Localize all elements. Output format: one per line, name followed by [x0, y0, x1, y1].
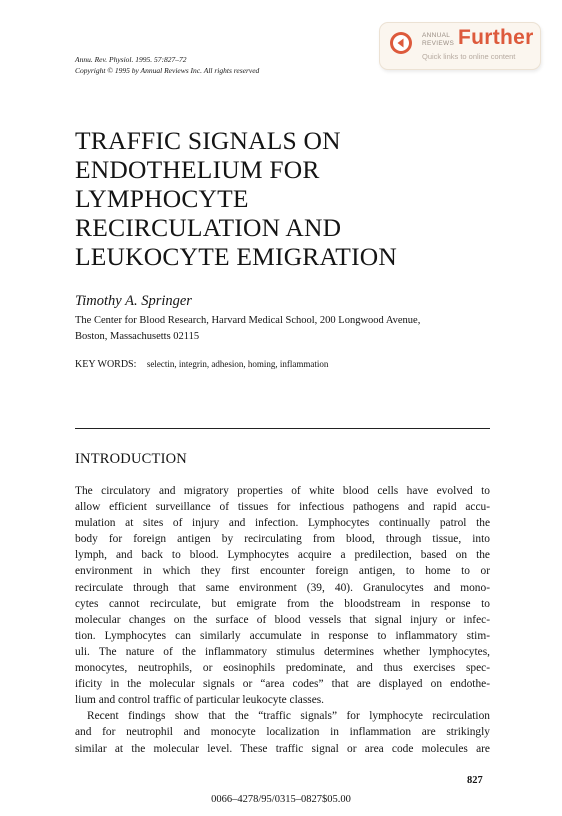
page-number: 827	[467, 775, 483, 786]
journal-citation	[75, 54, 259, 76]
body-line: The circulatory and migratory properties of white blood cells have evolved to	[75, 485, 490, 497]
body-line: and for neutrophil and monocyte localization in inflammation are strikingly	[75, 726, 490, 739]
body-line: mulation at sites of injury and infection. Lymphocytes continually patrol the	[75, 517, 490, 530]
body-line: environment in which they first encounter foreign antigen, to home to or	[75, 565, 490, 578]
badge-org-name: ANNUAL REVIEWS	[422, 32, 455, 47]
body-line: recirculate through that same environment (39, 40). Granulocytes and mono-	[75, 581, 490, 594]
body-line: lium and control traffic of particular leukocyte classes.	[75, 694, 325, 707]
horizontal-rule	[75, 428, 490, 429]
copyright-line: Copyright © 1995 by Annual Reviews Inc. All rights reserved	[75, 66, 260, 75]
body-line: molecular changes on the surface of blood vessels that signal injury or infec-	[75, 613, 490, 626]
title-line: LYMPHOCYTE	[75, 184, 249, 213]
body-line: similar at the molecular level. These traffic signal or area code molecules are	[75, 742, 490, 755]
affiliation-line: The Center for Blood Research, Harvard Medical School, 200 Longwood Avenue,	[75, 315, 421, 326]
badge-subtitle: Quick links to online content	[422, 52, 516, 61]
affiliation-line: Boston, Massachusetts 02115	[75, 331, 200, 342]
article-title	[75, 126, 495, 271]
title-line: LEUKOCYTE EMIGRATION	[75, 242, 398, 271]
body-line: ificity in the molecular signals or “area codes” that are displayed on endothe-	[75, 678, 490, 691]
title-line: ENDOTHELIUM FOR	[75, 155, 320, 184]
body-line: body for foreign antigen by recirculating from blood, through tissue, into	[75, 533, 490, 546]
footer-code: 0066–4278/95/0315–0827$05.00	[211, 794, 351, 805]
body-line: allow efficient surveillance of tissues for infectious pathogens and rapid accu-	[75, 501, 490, 514]
title-line: TRAFFIC SIGNALS ON	[75, 126, 341, 155]
body-text	[75, 483, 490, 757]
section-heading: INTRODUCTION	[75, 451, 187, 467]
author-affiliation	[75, 313, 495, 345]
keywords	[75, 359, 328, 370]
author-name: Timothy A. Springer	[75, 293, 192, 309]
annual-reviews-further-badge[interactable]	[379, 22, 541, 70]
body-line: Recent findings show that the “traffic signals” for lymphocyte recirculation	[87, 710, 490, 723]
body-line: lymph, and back to blood. Lymphocytes acquire a predilection, based on the	[75, 549, 490, 562]
body-line: cytes cannot recirculate, but emigrate from the bloodstream in response to	[75, 597, 490, 610]
play-arrow-icon	[389, 31, 413, 55]
citation-line: Annu. Rev. Physiol. 1995. 57:827–72	[75, 55, 187, 64]
keywords-list: selectin, integrin, adhesion, homing, inflammation	[146, 359, 329, 369]
badge-further-label: Further	[458, 26, 534, 49]
body-line: monocytes, neutrophils, or eosinophils predominate, and thus exercises spec-	[75, 662, 490, 675]
title-line: RECIRCULATION AND	[75, 213, 342, 242]
keywords-label: KEY WORDS:	[75, 359, 137, 370]
body-line: uli. The nature of the inflammatory stimulus determines whether lymphocytes,	[75, 645, 490, 658]
body-line: tion. Lymphocytes can similarly accumulate in response to inflammatory stim-	[75, 629, 490, 642]
